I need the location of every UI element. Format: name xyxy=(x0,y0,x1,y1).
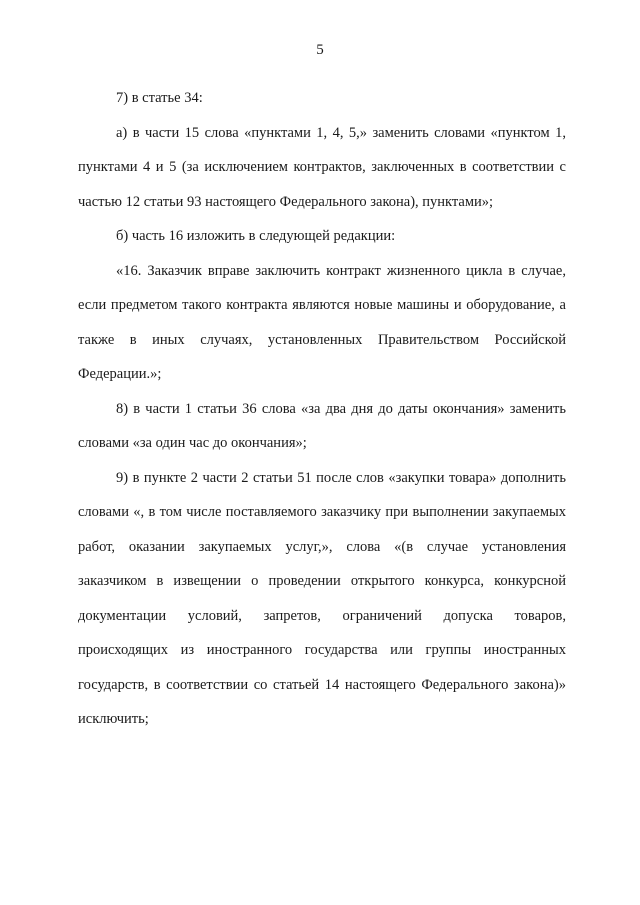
paragraph-amendment-a: а) в части 15 слова «пунктами 1, 4, 5,» заменить словами «пунктом 1, пунктами 4 и 5 (за исключением контрактов, заключенных в соответствии с частью 12 статьи 93 настоящего Федерального закона), пунктами»; xyxy=(78,124,566,210)
document-body xyxy=(78,81,566,737)
paragraph-article-36: 8) в части 1 статьи 36 слова «за два дня до даты окончания» заменить словами «за один час до окончания»; xyxy=(78,400,566,451)
paragraph-amendment-b: б) часть 16 изложить в следующей редакции: xyxy=(116,228,396,244)
page-number: 5 xyxy=(316,42,324,58)
paragraph-article-51: 9) в пункте 2 части 2 статьи 51 после слов «закупки товара» дополнить словами «, в том числе поставляемого заказчику при выполнении закупаемых работ, оказании закупаемых услуг,», слова «(в случае установления заказчиком в извещении о проведении открытого конкурса, конкурсной документации условий, запретов, ограничений допуска товаров, происходящих из иностранного государства или группы иностранных государств, в соответствии со статьей 14 настоящего Федерального закона)» исключить; xyxy=(78,469,566,727)
paragraph-clause-16: «16. Заказчик вправе заключить контракт жизненного цикла в случае, если предметом такого контракта являются новые машины и оборудование, а также в иных случаях, установленных Правительством Российской Федерации.»; xyxy=(78,262,566,382)
paragraph-article-34: 7) в статье 34: xyxy=(116,90,203,106)
